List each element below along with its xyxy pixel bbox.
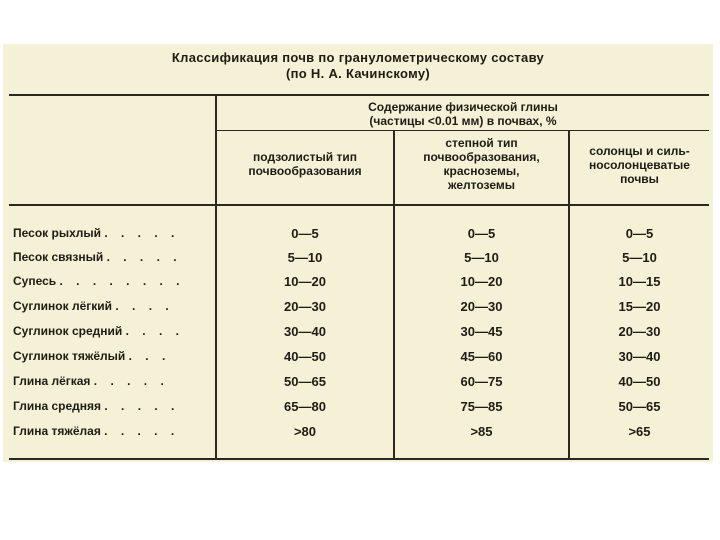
cell-podzolic: 0—5 xyxy=(291,226,319,241)
cell-podzolic: 30—40 xyxy=(284,324,326,339)
row-leader-dots: . . . . . xyxy=(106,250,182,264)
cell-podzolic: 40—50 xyxy=(284,349,326,364)
row-label-text: Суглинок средний xyxy=(13,324,123,338)
cell-solonetz: 50—65 xyxy=(618,399,661,414)
row-label xyxy=(13,299,174,313)
header-col-line: степной тип xyxy=(445,136,518,150)
row-leader-dots: . . . . . . . . xyxy=(59,274,185,288)
cell-solonetz: 40—50 xyxy=(618,374,661,389)
row-label-text: Песок рыхлый xyxy=(13,226,101,240)
row-label-text: Супесь xyxy=(13,274,57,288)
row-label-text: Глина тяжёлая xyxy=(13,424,101,438)
title-line-1: Классификация почв по гранулометрическому составу xyxy=(171,50,545,65)
row-leader-dots: . . . . xyxy=(125,324,184,338)
rule-bottom xyxy=(9,458,709,460)
cell-podzolic: >80 xyxy=(293,424,317,439)
row-label-text: Глина лёгкая xyxy=(13,374,91,388)
cell-solonetz: 20—30 xyxy=(618,324,661,339)
cell-steppe: 30—45 xyxy=(460,324,503,339)
row-label-text: Глина средняя xyxy=(13,399,102,413)
cell-steppe: 20—30 xyxy=(460,299,503,314)
cell-podzolic: 10—20 xyxy=(284,274,326,289)
cell-steppe: 60—75 xyxy=(460,374,503,389)
header-col-line: солонцы и силь- xyxy=(589,144,690,158)
header-group xyxy=(217,100,709,128)
cell-podzolic: 50—65 xyxy=(284,374,326,389)
cell-steppe: 10—20 xyxy=(460,274,503,289)
row-leader-dots: . . . xyxy=(128,349,171,363)
row-label xyxy=(13,250,182,264)
cell-solonetz: 5—10 xyxy=(622,250,657,265)
row-label-text: Суглинок тяжёлый xyxy=(13,349,126,363)
header-col-line: почвообразования xyxy=(248,164,362,178)
rule-top xyxy=(9,94,709,96)
row-label xyxy=(13,324,184,338)
row-leader-dots: . . . . . xyxy=(93,374,169,388)
row-leader-dots: . . . . . xyxy=(104,424,180,438)
row-label xyxy=(13,424,179,438)
table-title xyxy=(3,50,713,82)
cell-podzolic: 5—10 xyxy=(287,250,323,265)
cell-solonetz: 10—15 xyxy=(618,274,661,289)
scanned-table-page xyxy=(3,44,713,462)
cell-steppe: 45—60 xyxy=(460,349,503,364)
header-col-solonetz xyxy=(570,144,709,186)
cell-steppe: 5—10 xyxy=(464,250,499,265)
row-label-text: Песок связный xyxy=(13,250,104,264)
cell-podzolic: 20—30 xyxy=(284,299,326,314)
cell-solonetz: 15—20 xyxy=(618,299,661,314)
row-label xyxy=(13,226,179,240)
rule-group-bottom xyxy=(215,130,709,131)
header-col-steppe xyxy=(395,136,568,192)
cell-podzolic: 65—80 xyxy=(284,399,326,414)
cell-solonetz: 0—5 xyxy=(625,226,654,241)
row-label xyxy=(13,399,179,413)
cell-solonetz: >65 xyxy=(628,424,651,439)
header-group-line-1: Содержание физической глины xyxy=(368,100,558,114)
row-leader-dots: . . . . xyxy=(115,299,174,313)
header-group-line-2: (частицы <0.01 мм) в почвах, % xyxy=(369,114,557,128)
header-col-line: подзолистый тип xyxy=(253,150,357,164)
rule-header-bottom xyxy=(9,204,709,206)
header-col-line: желтоземы xyxy=(448,178,515,192)
cell-solonetz: 30—40 xyxy=(618,349,661,364)
row-label xyxy=(13,349,170,363)
cell-steppe: >85 xyxy=(470,424,493,439)
row-label-text: Суглинок лёгкий xyxy=(13,299,113,313)
header-col-line: почвообразования, xyxy=(423,150,540,164)
header-col-line: почвы xyxy=(620,172,659,186)
header-col-line: носолонцеватые xyxy=(589,158,690,172)
cell-steppe: 75—85 xyxy=(460,399,503,414)
header-col-podzolic xyxy=(217,150,393,178)
row-leader-dots: . . . . . xyxy=(104,399,180,413)
cell-steppe: 0—5 xyxy=(467,226,496,241)
title-line-2: (по Н. А. Качинскому) xyxy=(286,66,430,81)
row-label xyxy=(13,274,185,288)
header-col-line: красноземы, xyxy=(443,164,520,178)
row-leader-dots: . . . . . xyxy=(104,226,180,240)
row-label xyxy=(13,374,169,388)
